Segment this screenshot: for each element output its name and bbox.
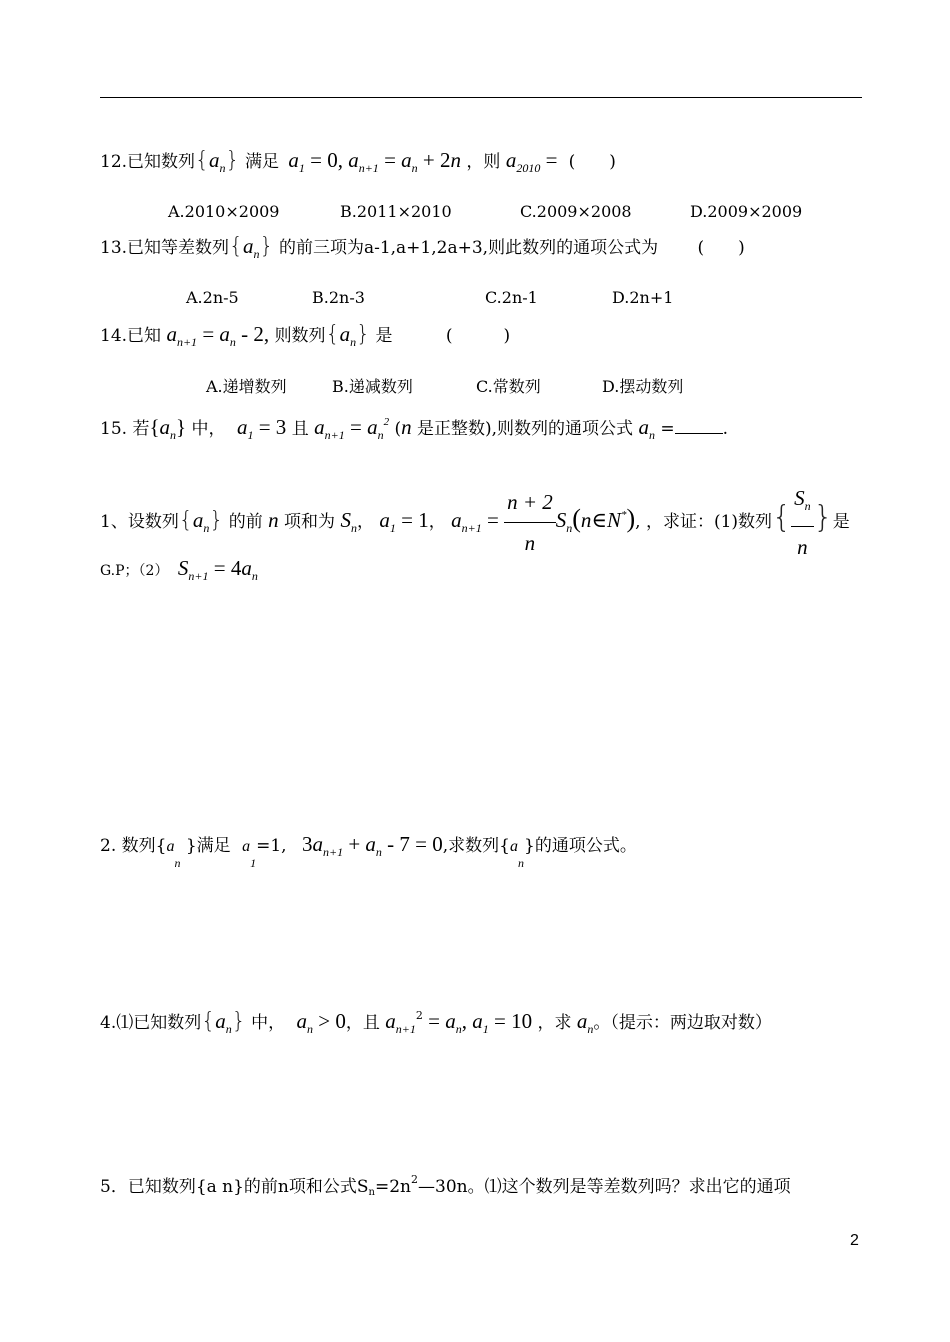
- q14-option-b: B.递减数列: [332, 377, 413, 396]
- q12-option-a: A.2010×2009: [168, 202, 280, 221]
- p4-text1: 中，: [251, 1013, 286, 1033]
- q13-option-a: A.2n-5: [186, 288, 239, 307]
- q14-option-a: A.递增数列: [206, 377, 287, 396]
- problem-5: 5．已知数列{a n}的前n项和公式$Sn=2n^2—30n$。⑴这个数列是等差数列吗？求出它的通项: [100, 1173, 791, 1198]
- q12-option-b: B.2011×2010: [340, 202, 452, 221]
- q15-mid1: 中，: [191, 419, 226, 439]
- page-number: 2: [850, 1232, 859, 1249]
- p4-text3: ，求: [537, 1013, 572, 1033]
- q12-then: ，则: [466, 152, 501, 172]
- question-13: 13.已知等差数列$\{a_n\}$ 的前三项为a-1,a+1,2a+3,则此数列的通项公式为 ( ): [100, 234, 745, 261]
- q13-text: 的前三项为a-1,a+1,2a+3,则此数列的通项公式为: [278, 238, 659, 258]
- question-15: 15. 若$\{a_n\}$ 中， $a_1 = 3$ 且 $a_{n+1} = a_n^2$ (n 是正整数),则数列的通项公式 $a_n$ = .: [100, 415, 729, 442]
- p1-text2: 项和为: [284, 512, 336, 532]
- p1-text3: ，求证：(1)数列: [645, 512, 773, 532]
- problem-4: 4.⑴已知数列$\{a_n\}$ 中， $a_n > 0$，且 $a_{n+1}^2 = a_n$, $a_1 = 10$ ，求 $a_n$。（提示：两边取对数）: [100, 1009, 772, 1036]
- q12-mid: 满足: [244, 152, 279, 172]
- p2-text4: }的通项公式。: [524, 836, 637, 856]
- p2-text1: }满足: [185, 836, 231, 856]
- q14-suffix: 是: [375, 326, 393, 346]
- problem-1-line2: G.P；（2） $S_{n+1} = 4a_n$: [100, 556, 258, 583]
- q15-prefix: 15. 若: [100, 419, 150, 439]
- q13-answer-paren: ( ): [697, 238, 745, 258]
- q15-mid3: (: [394, 419, 402, 439]
- p1-prefix: 1、设数列: [100, 512, 179, 532]
- q14-answer-paren: ( ): [445, 326, 511, 346]
- p2-text2: =1,: [256, 836, 287, 856]
- q15-mid2: 且: [291, 419, 309, 439]
- header-rule: [100, 97, 862, 98]
- q12-option-d: D.2009×2009: [690, 202, 803, 221]
- q15-end: =: [660, 419, 675, 439]
- q15-mid4: 是正整数),则数列的通项公式: [417, 419, 634, 439]
- q14-option-c: C.常数列: [476, 377, 541, 396]
- q13-option-c: C.2n-1: [485, 288, 538, 307]
- q12-option-c: C.2009×2008: [520, 202, 632, 221]
- p5-text: 5．已知数列{a n}的前n项和公式S: [100, 1177, 369, 1197]
- problem-2: 2. 数列{$a_n$ }满足 $a_1=1$, $3a_{n+1} + a_n - 7 = 0$,求数列$\{a_n\}$的通项公式。: [100, 832, 637, 870]
- q13-prefix: 13.已知等差数列: [100, 238, 230, 258]
- p4-text2: ，且: [345, 1013, 380, 1033]
- p2-text3: ,求数列{: [442, 836, 510, 856]
- p4-text4: 。（提示：两边取对数）: [593, 1013, 772, 1033]
- question-12: 12.已知数列$\{a_n\}$ 满足 $a_1 = 0$, $a_{n+1} = a_n + 2n$ ，则 $a_{2010}$ = ( ): [100, 148, 616, 175]
- q14-prefix: 14.已知: [100, 326, 162, 346]
- problem-1: 1、设数列$\{a_n\}$ 的前 n 项和为 $S_n$， $a_1 = 1$， $a_{n+1}$ = $\frac{n + 2}{n}$ $S_n(n\in N^*)$, ，求证：(1)数列{ $\frac{S_n}{n}$ }是: [100, 478, 850, 567]
- q13-option-b: B.2n-3: [312, 288, 365, 307]
- p5-text2: =2n: [374, 1177, 411, 1197]
- q14-option-d: D.摆动数列: [602, 377, 684, 396]
- p1-text1: 的前: [228, 512, 263, 532]
- q15-answer-blank[interactable]: [675, 417, 723, 434]
- question-14: 14.已知 $a_{n+1} = a_n - 2$, 则数列$\{a_n\}$ 是 ( ): [100, 322, 511, 349]
- p5-text3: —30n。⑴这个数列是等差数列吗？求出它的通项: [418, 1177, 791, 1197]
- p4-prefix: 4.⑴已知数列: [100, 1013, 202, 1033]
- p1-line2: G.P；（2）: [100, 563, 169, 579]
- p1-text4: 是: [832, 512, 850, 532]
- p2-prefix: 2. 数列{: [100, 836, 167, 856]
- q14-mid: 则数列: [274, 326, 326, 346]
- q13-option-d: D.2n+1: [612, 288, 674, 307]
- q12-prefix: 12.已知数列: [100, 152, 196, 172]
- q12-answer-paren: ( ): [568, 152, 616, 172]
